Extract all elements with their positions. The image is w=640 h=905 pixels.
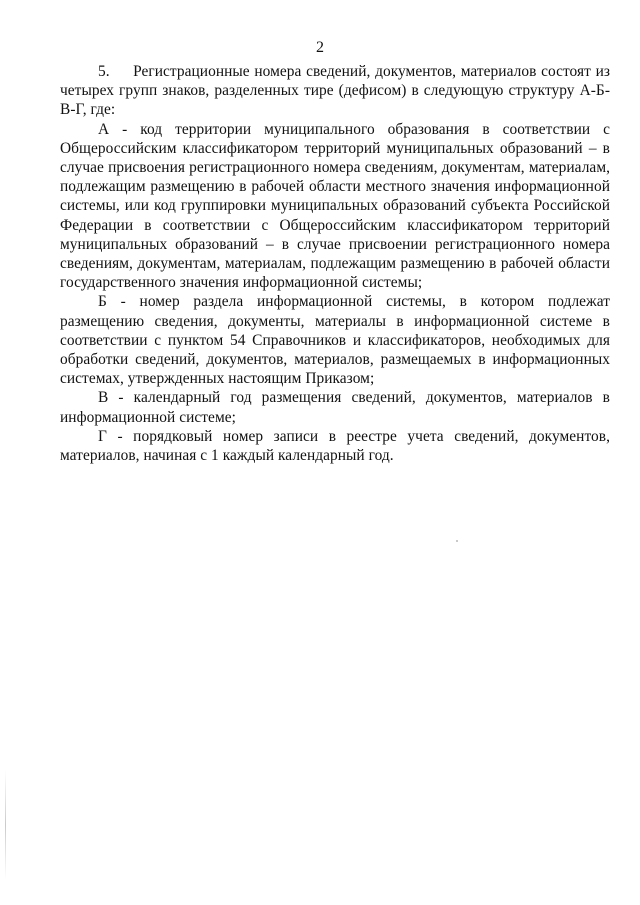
document-body xyxy=(60,62,610,465)
scan-speck xyxy=(456,540,458,542)
page-number: 2 xyxy=(316,39,324,56)
paragraph-code-g: Г - порядковый номер записи в реестре учета сведений, документов, материалов, начиная с 1 каждый календарный год. xyxy=(60,427,610,465)
paragraph-code-b: Б - номер раздела информационной системы, в котором подлежат размещению сведения, документы, материалы в информационной системе в соответствии с пунктом 54 Справочников и классификаторов, необходимых для обработки сведений, документов, материалов, размещаемых в информационных системах, утвержденных настоящим Приказом; xyxy=(60,293,610,388)
scan-edge-mark xyxy=(5,770,6,880)
paragraph-code-a: А - код территории муниципального образования в соответствии с Общероссийским классификатором территорий муниципальных образований – в случае присвоения регистрационного номера сведениям, документам, материалам, подлежащим размещению в рабочей области местного значения информационной системы, или код группировки муниципальных образований субъекта Российской Федерации в соответствии с Общероссийским классификатором территорий муниципальных образований – в случае присвоении регистрационного номера сведениям, документам, материалам, подлежащим размещению в рабочей области государственного значения информационной системы; xyxy=(60,120,610,292)
paragraph-item-5: 5. Регистрационные номера сведений, документов, материалов состоят из четырех групп знаков, разделенных тире (дефисом) в следующую структуру А-Б-В-Г, где: xyxy=(60,63,610,119)
paragraph-code-v: В - календарный год размещения сведений, документов, материалов в информационной системе; xyxy=(60,389,610,426)
